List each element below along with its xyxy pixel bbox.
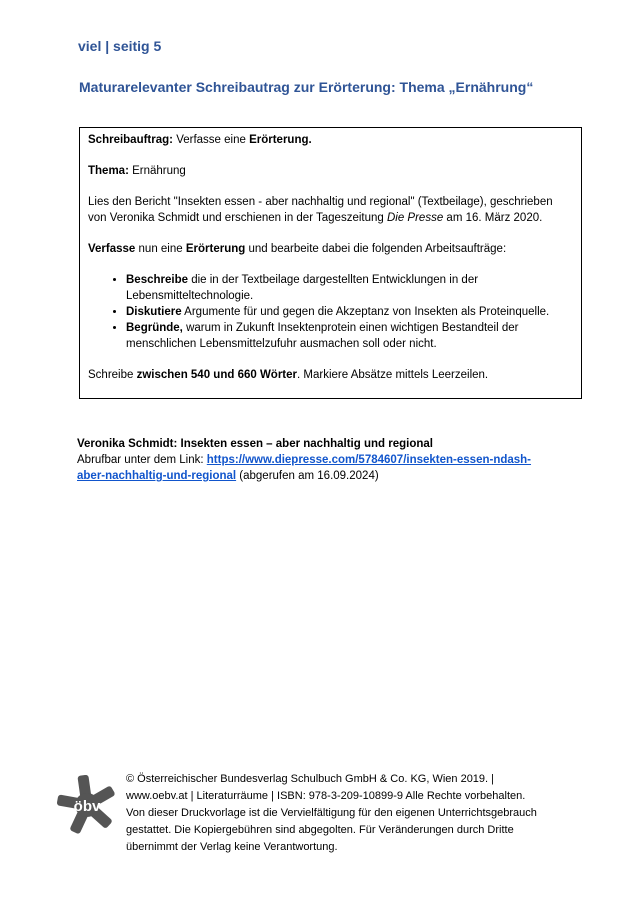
list-item: • Diskutiere Argumente für und gegen die Akzeptanz von Insekten als Proteinquelle. bbox=[126, 304, 573, 320]
footer-copyright: © Österreichischer Bundesverlag Schulbuch GmbH & Co. KG, Wien 2019. | www.oebv.at | Literaturräume | ISBN: 978-3-209-10899-9 Alle Rechte vorbehalten. Von dieser Druckvorlage ist die Vervielfältigung für den eigenen Unterrichtsgebrauch gestattet. Die Kopiergebühren sind abgegolten. Für Veränderungen durch Dritte übernimmt der Verlag keine Verantwortung. bbox=[126, 773, 537, 853]
logo-text: öbv bbox=[73, 798, 101, 815]
task-line: Schreibauftrag: Verfasse eine Erörterung. bbox=[88, 134, 312, 146]
source-heading: Veronika Schmidt: Insekten essen – aber nachhaltig und regional bbox=[77, 438, 433, 450]
task-list bbox=[88, 272, 573, 352]
instruction-paragraph: Verfasse nun eine Erörterung und bearbeite dabei die folgenden Arbeitsaufträge: bbox=[88, 243, 507, 255]
task-label: Schreibauftrag: bbox=[88, 134, 173, 146]
list-item: • Begründe, warum in Zukunft Insektenprotein einen wichtigen Bestandteil der menschlichen Lebensmittelzufuhr ausmachen soll oder nicht. bbox=[126, 320, 573, 352]
closing-paragraph: Schreibe zwischen 540 und 660 Wörter. Markiere Absätze mittels Leerzeilen. bbox=[88, 369, 489, 381]
task-box bbox=[79, 127, 582, 399]
list-item: • Beschreibe die in der Textbeilage dargestellten Entwicklungen in der Lebensmitteltechnologie. bbox=[126, 272, 573, 304]
intro-paragraph: Lies den Bericht "Insekten essen - aber nachhaltig und regional" (Textbeilage), geschrieben von Veronika Schmidt und erschienen in der Tageszeitung Die Presse am 16. März 2020. bbox=[88, 196, 553, 224]
source-link[interactable]: https://www.diepresse.com/5784607/insekten-essen-ndash-aber-nachhaltig-und-regional bbox=[77, 454, 532, 482]
theme-line: Thema: Ernährung bbox=[88, 165, 186, 177]
page-title: Maturarelevanter Schreibautrag zur Erörterung: Thema „Ernährung“ bbox=[79, 79, 534, 95]
source-line: Abrufbar unter dem Link: https://www.diepresse.com/5784607/insekten-essen-ndash-aber-nachhaltig-und-regional (abgerufen am 16.09.2024) bbox=[77, 454, 532, 482]
oebv-logo-icon bbox=[54, 775, 120, 839]
theme-label: Thema: bbox=[88, 165, 129, 177]
page-header: viel | seitig 5 bbox=[78, 38, 162, 54]
source-block bbox=[77, 436, 557, 484]
